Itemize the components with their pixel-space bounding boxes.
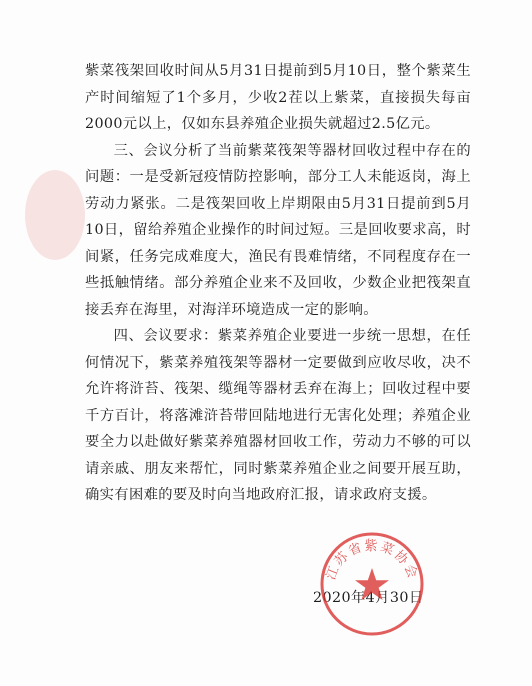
document-date: 2020年4月30日 bbox=[313, 590, 424, 606]
paragraph-3: 四、会议要求：紫菜养殖企业要进一步统一思想，在任何情况下，紫菜养殖筏架等器材一定要做到应收尽收，决不允许将浒苔、筏架、缆绳等器材丢弃在海上；回收过程中要千方百计，将落滩浒苔带回陆地进行无害化处理；养殖企业要全力以赴做好紫菜养殖器材回收工作，劳动力不够的可以请亲戚、朋友来帮忙，同时紫菜养殖企业之间要开展互助，确实有困难的要及时向当地政府汇报，请求政府支援。 bbox=[85, 328, 471, 503]
seal-arc-text: 江苏省紫菜协会 bbox=[323, 538, 421, 583]
official-seal bbox=[318, 530, 426, 638]
seal-star-icon bbox=[355, 568, 389, 600]
document-body bbox=[85, 58, 471, 509]
paragraph-2: 三、会议分析了当前紫菜筏架等器材回收过程中存在的问题：一是受新冠疫情防控影响，部分工人未能返岗，海上劳动力紧张。二是筏架回收上岸期限由5月31日提前到5月10日，留给养殖企业操作的时间过短。三是回收要求高，时间紧，任务完成难度大，渔民有畏难情绪，不同程度存在一些抵触情绪。部分养殖企业来不及回收，少数企业把筏架直接丢弃在海里，对海洋环境造成一定的影响。 bbox=[85, 142, 471, 318]
paragraph-1: 紫菜筏架回收时间从5月31日提前到5月10日，整个紫菜生产时间缩短了1个多月，少收2茬以上紫菜，直接损失每亩2000元以上，仅如东县养殖企业损失就超过2.5亿元。 bbox=[85, 63, 471, 132]
background-stain bbox=[20, 165, 90, 265]
